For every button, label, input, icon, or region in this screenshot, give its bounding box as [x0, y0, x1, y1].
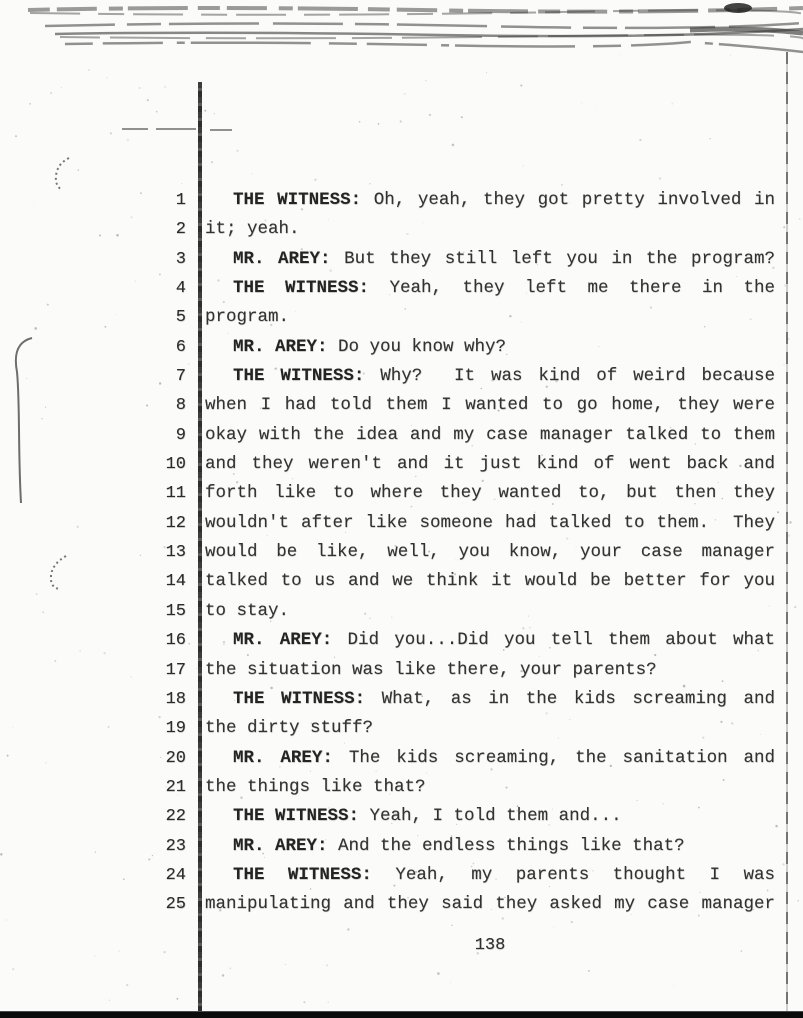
line-text: THE WITNESS: What, as in the kids screaming and: [233, 688, 775, 709]
dash-mark: [122, 129, 232, 130]
transcript-line: [0, 186, 803, 215]
line-text: THE WITNESS: Yeah, I told them and...: [233, 806, 622, 827]
transcript-line: [0, 714, 803, 743]
speaker-label: THE WITNESS:: [233, 806, 360, 827]
line-text: talked to us and we think it would be better for you: [205, 571, 775, 592]
line-text: MR. AREY: And the endless things like that?: [233, 835, 685, 856]
line-number: 13: [165, 543, 186, 563]
speaker-label: THE WITNESS:: [233, 190, 362, 210]
transcript-line: [0, 333, 803, 362]
line-number: 12: [165, 513, 186, 533]
transcript-line: [0, 509, 803, 538]
line-text: and they weren't and it just kind of went back and: [205, 454, 775, 475]
speaker-label: MR. AREY:: [233, 336, 328, 357]
transcript-line: [0, 567, 803, 596]
transcript-line: [0, 802, 803, 831]
line-text: program.: [205, 307, 290, 328]
line-text: MR. AREY: Do you know why?: [233, 336, 507, 357]
line-text: the situation was like there, your parents?: [205, 659, 657, 680]
line-number: 11: [165, 484, 186, 504]
line-text: MR. AREY: But they still left you in the program?: [233, 248, 775, 269]
transcript-line: [0, 245, 803, 274]
transcript-line: [0, 215, 803, 244]
line-number: 8: [175, 396, 186, 416]
line-number: 25: [165, 895, 186, 915]
transcript-line: [0, 685, 803, 714]
line-text: MR. AREY: Did you...Did you tell them about what: [233, 630, 775, 651]
line-text: MR. AREY: The kids screaming, the sanitation and: [233, 747, 775, 768]
transcript-line: [0, 744, 803, 773]
transcript-line: [0, 861, 803, 890]
line-number: 5: [175, 308, 186, 328]
transcript-line: [0, 362, 803, 391]
speaker-label: MR. AREY:: [233, 630, 333, 651]
line-number: 1: [175, 191, 186, 210]
line-number: 18: [165, 689, 186, 709]
line-text: THE WITNESS: Oh, yeah, they got pretty involved in: [233, 190, 775, 210]
transcript-line: [0, 626, 803, 655]
line-text: THE WITNESS: Why? It was kind of weird because: [233, 366, 775, 387]
line-number: 21: [165, 777, 186, 797]
speaker-label: THE WITNESS:: [233, 366, 365, 387]
line-number: 7: [175, 367, 186, 387]
line-number: 2: [175, 220, 186, 240]
transcript-line: [0, 274, 803, 303]
transcript-line: [0, 832, 803, 861]
line-number: 16: [165, 631, 186, 651]
line-number: 3: [175, 249, 186, 269]
scanner-noise-top: [0, 0, 803, 58]
line-number: 9: [175, 425, 186, 445]
line-text: would be like, well, you know, your case manager: [205, 542, 775, 563]
line-text: THE WITNESS: Yeah, my parents thought I was: [233, 864, 775, 885]
transcript-line: [0, 656, 803, 685]
transcript-line: [0, 479, 803, 508]
speaker-label: MR. AREY:: [233, 248, 331, 269]
line-text: when I had told them I wanted to go home, they were: [205, 395, 775, 416]
transcript-line: [0, 890, 803, 919]
transcript-line: [0, 303, 803, 332]
line-number: 19: [165, 719, 186, 739]
line-text: wouldn't after like someone had talked to them. They: [205, 512, 775, 533]
speaker-label: THE WITNESS:: [233, 864, 372, 885]
line-text: the things like that?: [205, 776, 426, 797]
transcript-line: [0, 538, 803, 567]
speaker-label: MR. AREY:: [233, 835, 328, 856]
line-text: okay with the idea and my case manager talked to them: [205, 424, 775, 445]
transcript-line: [0, 421, 803, 450]
page-number: 138: [474, 936, 506, 955]
speaker-label: THE WITNESS:: [233, 688, 366, 709]
line-number: 6: [175, 337, 186, 357]
line-text: it; yeah.: [205, 219, 300, 240]
line-text: forth like to where they wanted to, but then they: [205, 483, 775, 504]
transcript-line: [0, 450, 803, 479]
line-number: 24: [165, 865, 186, 885]
transcript-line: [0, 597, 803, 626]
line-text: THE WITNESS: Yeah, they left me there in the: [233, 278, 775, 299]
line-text: to stay.: [205, 600, 290, 621]
transcript-line: [0, 773, 803, 802]
transcript-line: [0, 391, 803, 420]
line-text: manipulating and they said they asked my case manager: [205, 894, 775, 915]
line-number: 15: [165, 601, 186, 621]
line-text: the dirty stuff?: [205, 718, 374, 739]
line-number: 14: [165, 572, 186, 592]
line-number: 4: [175, 279, 186, 299]
line-number: 20: [165, 748, 186, 768]
line-number: 10: [165, 455, 186, 475]
transcript-body: [0, 186, 803, 920]
line-number: 17: [165, 660, 186, 680]
speaker-label: MR. AREY:: [233, 747, 333, 768]
line-number: 22: [165, 807, 186, 827]
line-number: 23: [165, 836, 186, 856]
speaker-label: THE WITNESS:: [233, 278, 370, 299]
